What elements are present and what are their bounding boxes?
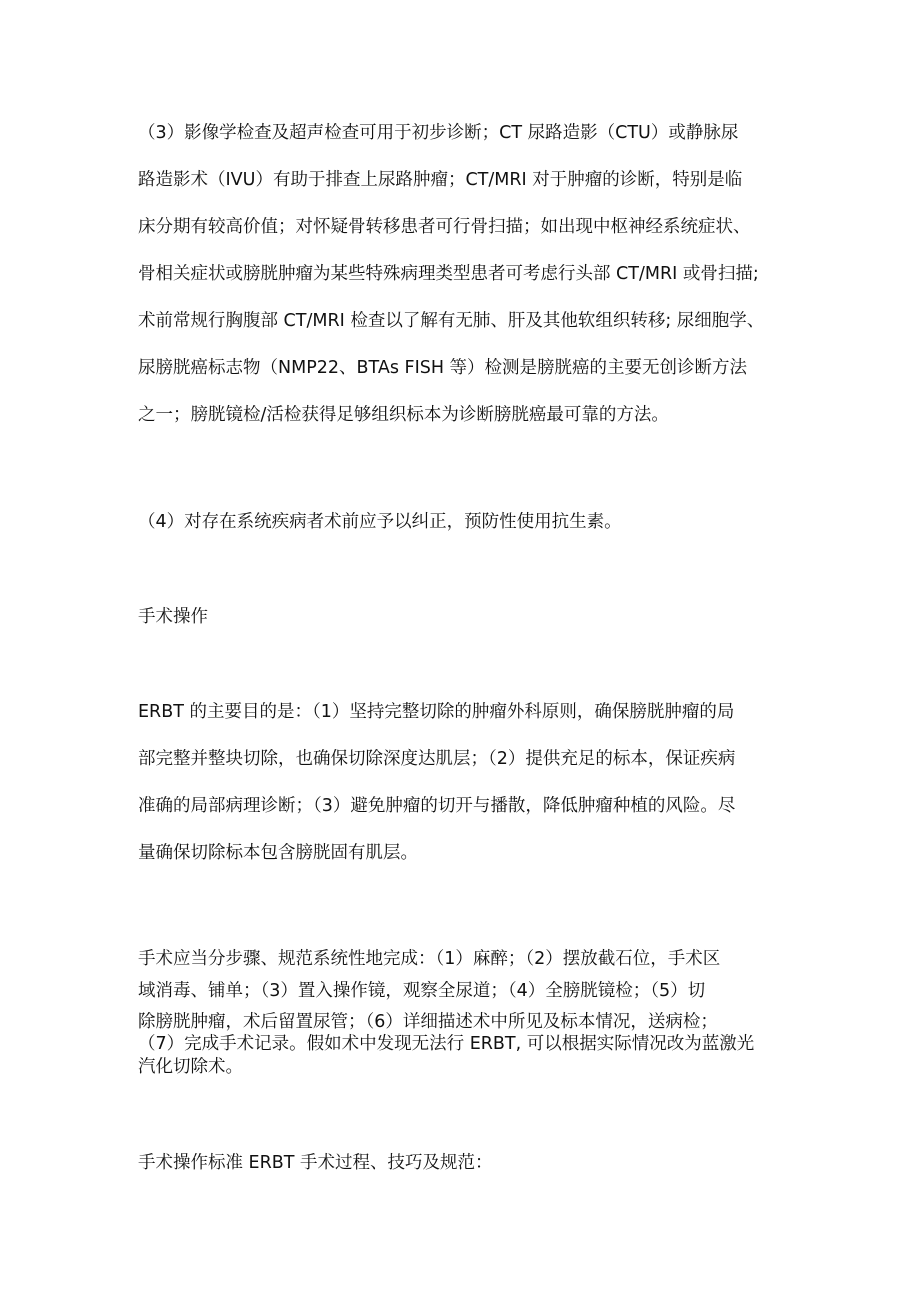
text-line: （3）影像学检查及超声检查可用于初步诊断；CT 尿路造影（CTU）或静脉尿 xyxy=(138,123,739,143)
section-heading-erbt-standard: 手术操作标准 ERBT 手术过程、技巧及规范： xyxy=(138,1153,493,1173)
section-heading-surgical-operation: 手术操作 xyxy=(138,607,208,627)
text-line: ERBT 的主要目的是：（1）坚持完整切除的肿瘤外科原则，确保膀胱肿瘤的局 xyxy=(138,702,735,722)
text-line: 量确保切除标本包含膀胱固有肌层。 xyxy=(138,843,418,863)
text-line: 汽化切除术。 xyxy=(138,1057,243,1077)
text-line: （4）对存在系统疾病者术前应予以纠正，预防性使用抗生素。 xyxy=(138,512,622,532)
text-line: 路造影术（IVU）有助于排查上尿路肿瘤；CT/MRI 对于肿瘤的诊断，特别是临 xyxy=(138,170,743,190)
text-line: （7）完成手术记录。假如术中发现无法行 ERBT, 可以根据实际情况改为蓝激光 xyxy=(138,1034,755,1054)
text-line: 准确的局部病理诊断；（3）避免肿瘤的切开与播散，降低肿瘤种植的风险。尽 xyxy=(138,796,736,816)
text-line: 部完整并整块切除，也确保切除深度达肌层；（2）提供充足的标本，保证疾病 xyxy=(138,749,736,769)
text-line: 手术应当分步骤、规范系统性地完成：（1）麻醉；（2）摆放截石位，手术区 xyxy=(138,949,721,969)
text-line: 尿膀胱癌标志物（NMP22、BTAs FISH 等）检测是膀胱癌的主要无创诊断方法 xyxy=(138,358,748,378)
text-line: 骨相关症状或膀胱肿瘤为某些特殊病理类型患者可考虑行头部 CT/MRI 或骨扫描; xyxy=(138,264,759,284)
text-line: 除膀胱肿瘤，术后留置尿管；（6）详细描述术中所见及标本情况，送病检； xyxy=(138,1012,718,1032)
text-line: 术前常规行胸腹部 CT/MRI 检查以了解有无肺、肝及其他软组织转移; 尿细胞学、 xyxy=(138,311,765,331)
text-line: 之一；膀胱镜检/活检获得足够组织标本为诊断膀胱癌最可靠的方法。 xyxy=(138,405,669,425)
text-line: 域消毒、铺单；（3）置入操作镜，观察全尿道；（4）全膀胱镜检；（5）切 xyxy=(138,981,706,1001)
text-line: 床分期有较高价值；对怀疑骨转移患者可行骨扫描；如出现中枢神经系统症状、 xyxy=(138,217,751,237)
